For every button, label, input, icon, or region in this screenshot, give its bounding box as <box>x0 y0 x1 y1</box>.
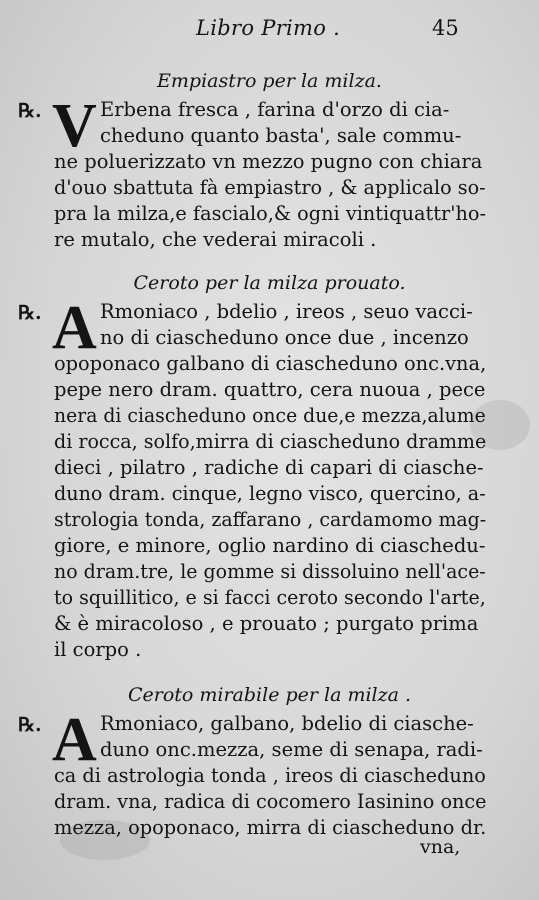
page-number: 45 <box>432 16 459 40</box>
text-line: giore, e minore, oglio nardino di ciaschedu- <box>54 534 486 557</box>
text-line: duno dram. cinque, legno visco, quercino, a- <box>54 482 486 505</box>
text-line: nera di ciascheduno once due,e mezza,alume <box>54 404 486 427</box>
text-line: strologia tonda, zaffarano , cardamomo mag- <box>54 508 487 531</box>
text-line: re mutalo, che vederai miracoli . <box>54 228 377 251</box>
catchword: vna, <box>420 836 461 858</box>
recipe-symbol: ℞. <box>18 714 42 736</box>
text-line: dieci , pilatro , radiche di capari di ciasche- <box>54 456 484 479</box>
text-line: Rmoniaco, galbano, bdelio di ciasche- <box>100 712 474 735</box>
recipe-symbol: ℞. <box>18 302 42 324</box>
page-header <box>0 12 539 44</box>
drop-cap: A <box>52 294 97 362</box>
text-line: d'ouo sbattuta fà empiastro , & applicalo so- <box>54 176 486 199</box>
section-heading: Ceroto mirabile per la milza . <box>127 684 412 706</box>
text-line: duno onc.mezza, seme di senapa, radi- <box>100 738 483 761</box>
text-line: opoponaco galbano di ciascheduno onc.vna, <box>54 352 487 375</box>
text-line: no di ciascheduno once due , incenzo <box>100 326 469 349</box>
text-line: Rmoniaco , bdelio , ireos , seuo vacci- <box>100 300 473 323</box>
section-heading: Ceroto per la milza prouato. <box>133 272 406 294</box>
text-line: di rocca, solfo,mirra di ciascheduno dramme <box>54 430 487 453</box>
text-line: dram. vna, radica di cocomero Iasinino once <box>54 790 487 813</box>
text-line: to squillitico, e si facci ceroto secondo l'arte, <box>54 586 486 609</box>
running-head: Libro Primo . <box>196 16 341 40</box>
text-line: pra la milza,e fascialo,& ogni vintiquattr'ho- <box>54 202 487 225</box>
text-line: & è miracoloso , e prouato ; purgato prima <box>54 612 479 635</box>
text-line: ca di astrologia tonda , ireos di ciascheduno <box>54 764 486 787</box>
text-line: Erbena fresca , farina d'orzo di cia- <box>100 98 450 121</box>
section-heading: Empiastro per la milza. <box>157 70 382 92</box>
text-line: mezza, opoponaco, mirra di ciascheduno dr. <box>54 816 487 839</box>
drop-cap: A <box>52 706 97 774</box>
drop-cap: V <box>52 92 97 160</box>
recipe-symbol: ℞. <box>18 100 42 122</box>
text-line: cheduno quanto basta', sale commu- <box>100 124 462 147</box>
text-line: no dram.tre, le gomme si dissoluino nell'ace- <box>54 560 486 583</box>
text-line: pepe nero dram. quattro, cera nuoua , pece <box>54 378 486 401</box>
text-line: il corpo . <box>54 638 142 661</box>
text-line: ne poluerizzato vn mezzo pugno con chiara <box>54 150 483 173</box>
